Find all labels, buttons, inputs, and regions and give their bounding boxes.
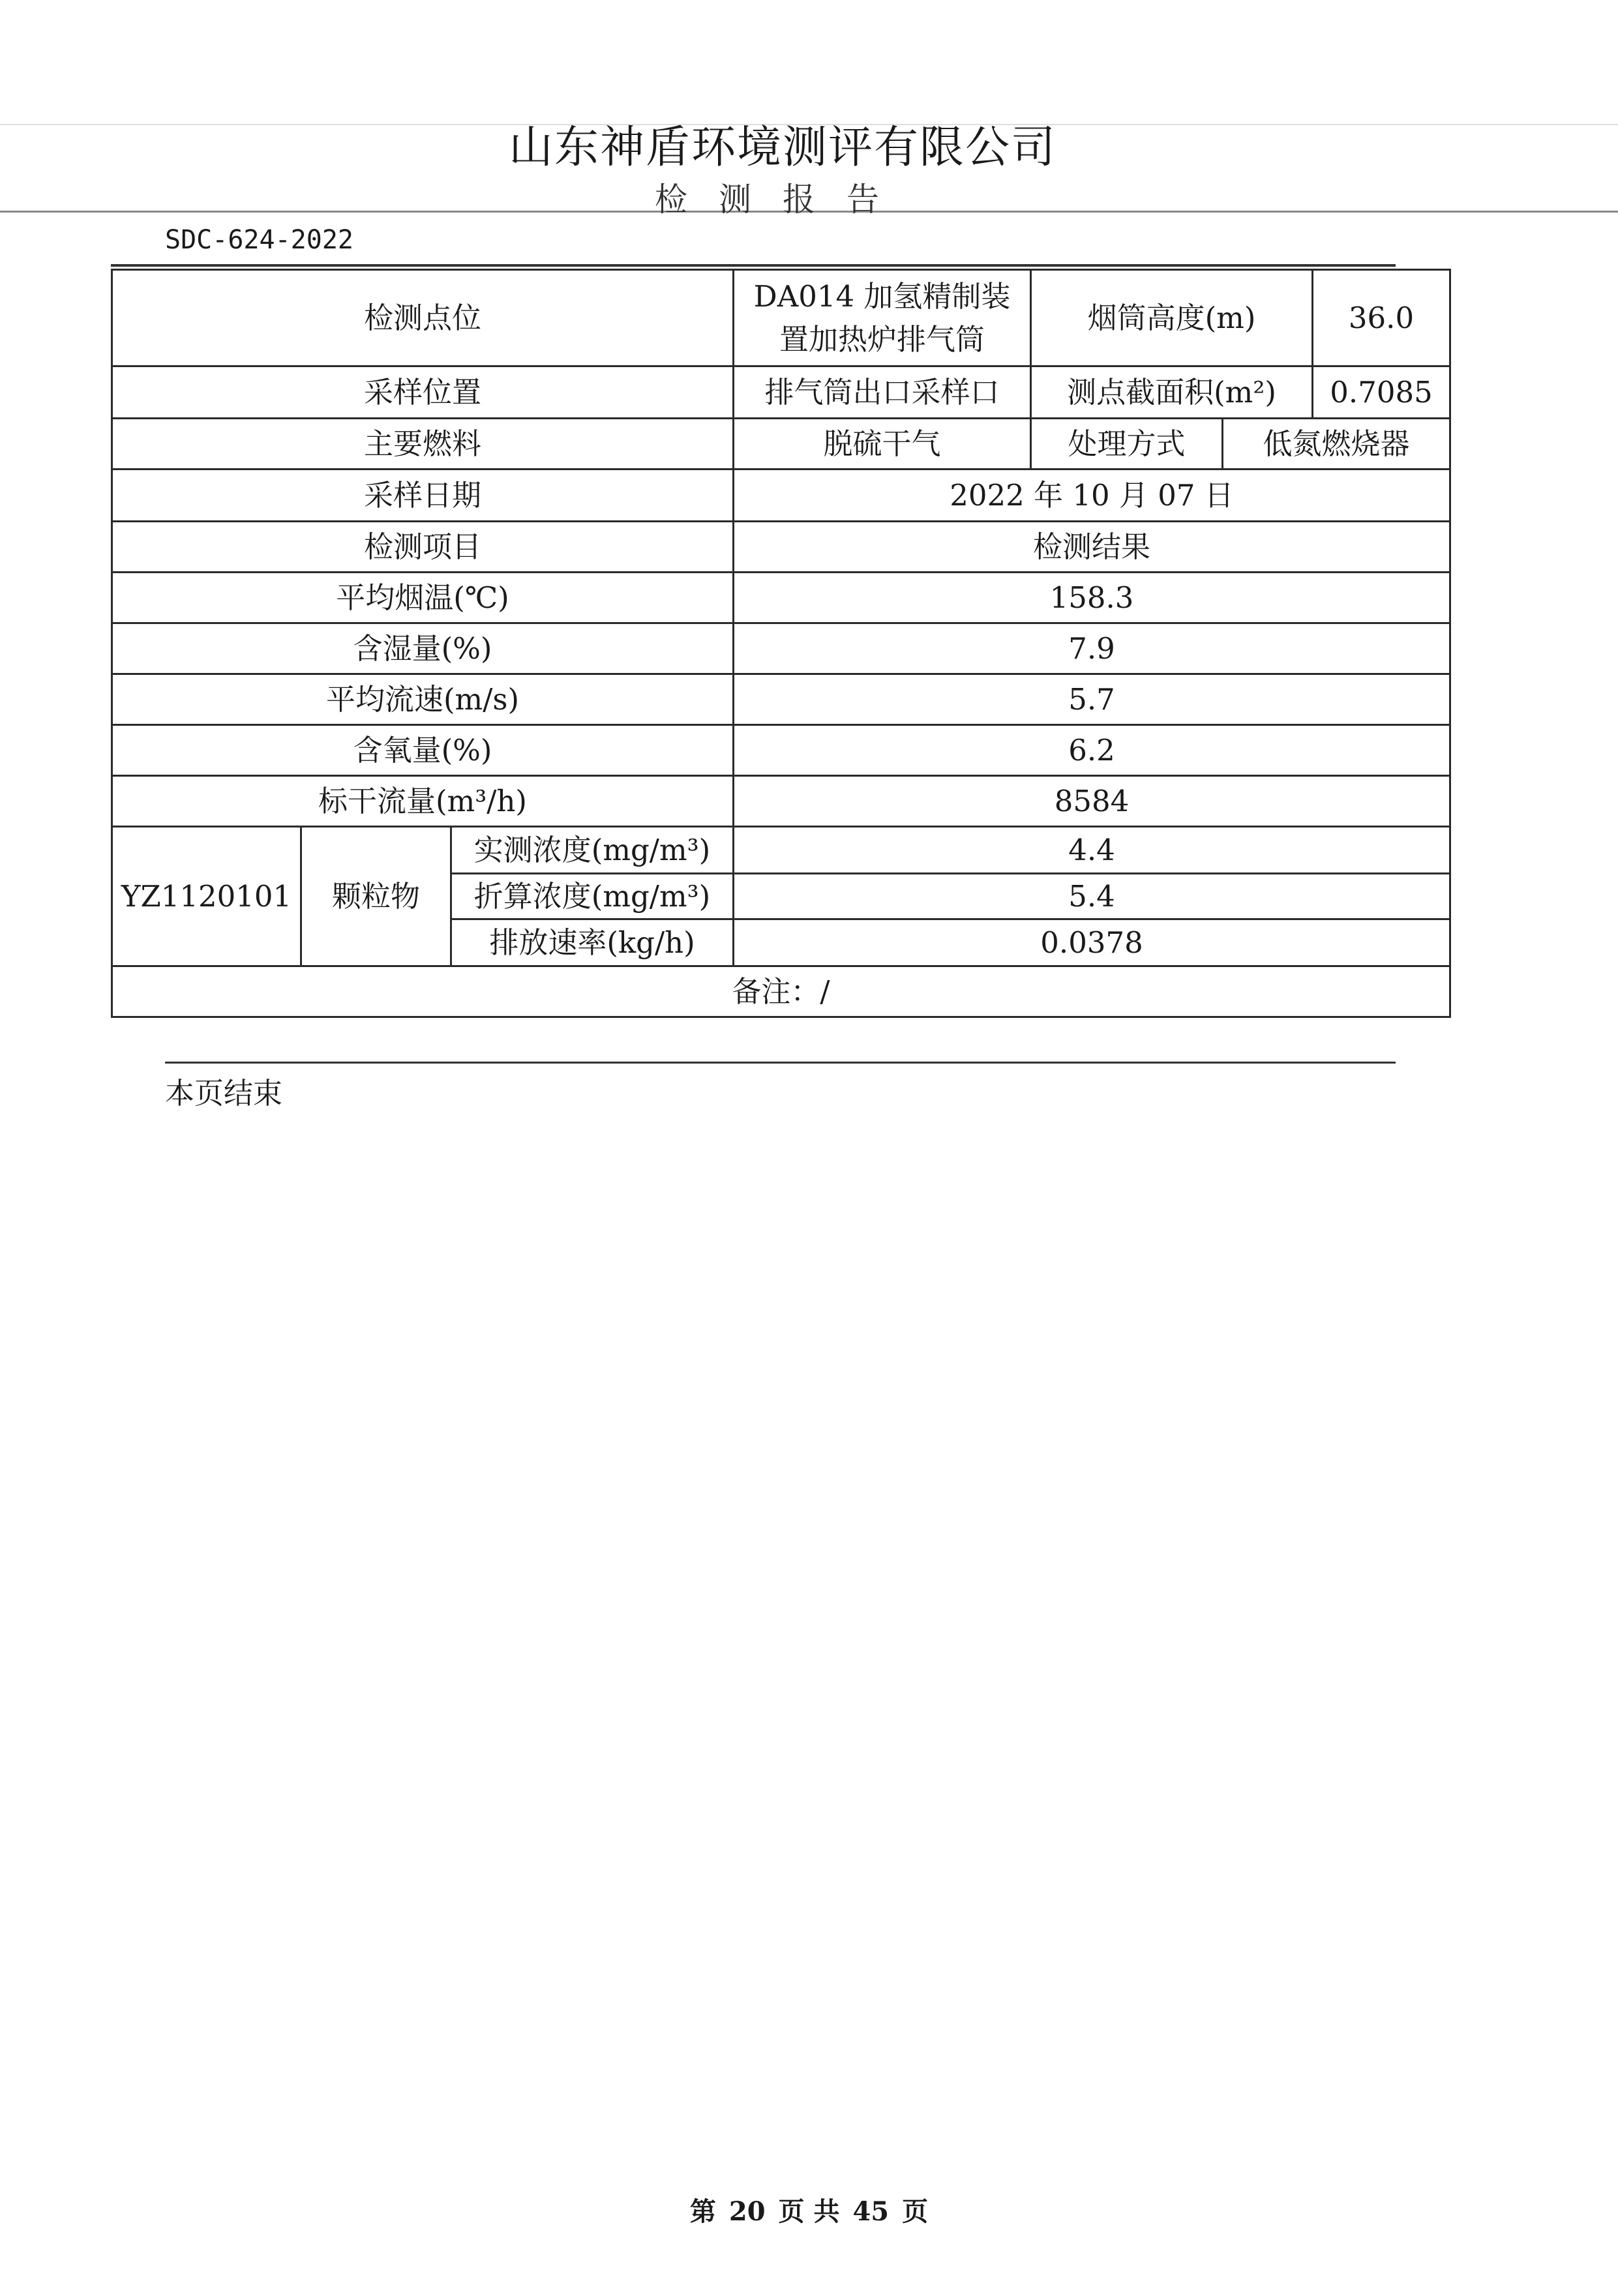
treatment-label: 处理方式 (1031, 419, 1223, 470)
footer-suffix: 页 (902, 2196, 929, 2227)
dry-flow-label: 标干流量(m³/h) (112, 776, 734, 827)
avg-velocity-label: 平均流速(m/s) (112, 674, 734, 725)
avg-velocity-value: 5.7 (734, 674, 1450, 725)
sampling-position-label: 采样位置 (112, 366, 734, 419)
sampling-date-value: 2022 年 10 月 07 日 (734, 470, 1450, 522)
avg-temp-label: 平均烟温(℃) (112, 573, 734, 623)
sampling-date-label: 采样日期 (112, 470, 734, 522)
table-row (112, 270, 1450, 366)
total-pages: 45 (852, 2196, 890, 2227)
end-rule (165, 1062, 1396, 1064)
result-header: 检测结果 (734, 522, 1450, 573)
stack-height-value: 36.0 (1313, 270, 1450, 366)
page-number: 20 (728, 2196, 766, 2227)
page-footer (0, 2191, 1618, 2228)
report-table (111, 269, 1451, 1018)
table-row (112, 725, 1450, 776)
sample-id: YZ1120101 (112, 827, 301, 966)
table-row (112, 776, 1450, 827)
pollutant-name: 颗粒物 (301, 827, 451, 966)
footer-middle: 页 共 (778, 2196, 840, 2227)
table-top-rule (111, 264, 1396, 267)
location-value: DA014 加氢精制装置加热炉排气筒 (734, 270, 1031, 366)
dry-flow-value: 8584 (734, 776, 1450, 827)
footer-prefix: 第 (689, 2196, 716, 2227)
table-row (112, 419, 1450, 470)
table-row (112, 573, 1450, 623)
remark: 备注：/ (112, 966, 1450, 1017)
avg-temp-value: 158.3 (734, 573, 1450, 623)
fuel-value: 脱硫干气 (734, 419, 1031, 470)
item-header: 检测项目 (112, 522, 734, 573)
oxygen-value: 6.2 (734, 725, 1450, 776)
emission-rate-value: 0.0378 (734, 919, 1450, 966)
stack-height-label: 烟筒高度(m) (1031, 270, 1313, 366)
moisture-label: 含湿量(%) (112, 623, 734, 674)
table-row (112, 827, 1450, 874)
measured-conc-label: 实测浓度(mg/m³) (451, 827, 734, 874)
section-area-label: 测点截面积(m²) (1031, 366, 1313, 419)
table-row (112, 623, 1450, 674)
company-name: 山东神盾环境测评有限公司 (508, 122, 1056, 173)
fuel-label: 主要燃料 (112, 419, 734, 470)
moisture-value: 7.9 (734, 623, 1450, 674)
oxygen-label: 含氧量(%) (112, 725, 734, 776)
table-row (112, 522, 1450, 573)
converted-conc-value: 5.4 (734, 874, 1450, 919)
converted-conc-label: 折算浓度(mg/m³) (451, 874, 734, 919)
location-label: 检测点位 (112, 270, 734, 366)
measured-conc-value: 4.4 (734, 827, 1450, 874)
page-end-text: 本页结束 (165, 1076, 283, 1111)
treatment-value: 低氮燃烧器 (1223, 419, 1450, 470)
section-area-value: 0.7085 (1313, 366, 1450, 419)
table-row (112, 366, 1450, 419)
table-row (112, 674, 1450, 725)
table-row (112, 470, 1450, 522)
table-row (112, 966, 1450, 1017)
emission-rate-label: 排放速率(kg/h) (451, 919, 734, 966)
sampling-position-value: 排气筒出口采样口 (734, 366, 1031, 419)
report-subtitle: 检测报告 (655, 181, 910, 218)
report-number: SDC-624-2022 (165, 225, 353, 255)
